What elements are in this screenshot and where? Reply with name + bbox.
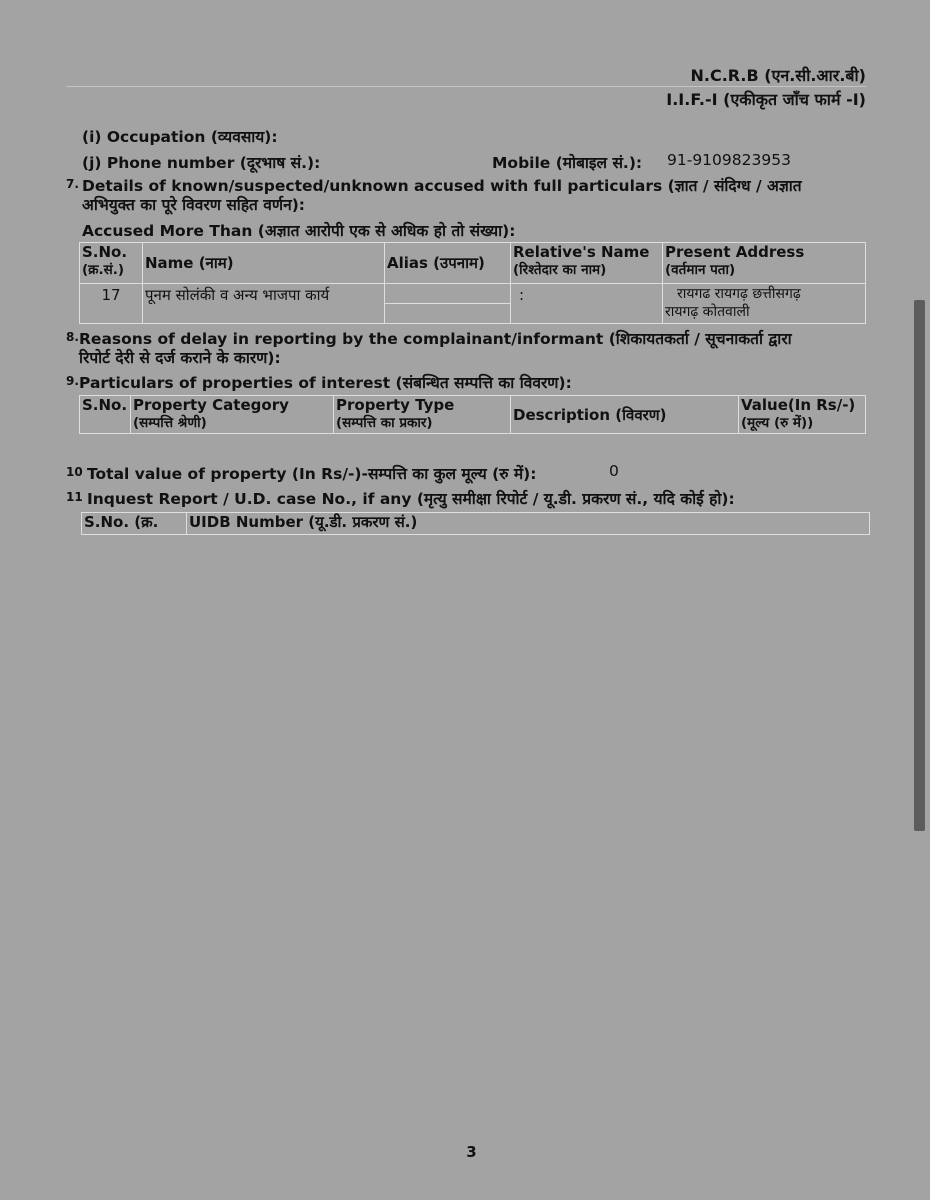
accused-row-alias: [385, 284, 511, 324]
section8-number: 8.: [66, 330, 79, 344]
inquest-table-header-row: [82, 513, 870, 535]
phone-label: (j) Phone number (दूरभाष सं.):: [82, 154, 321, 172]
accused-header-sno-text: S.No.: [82, 243, 128, 261]
properties-header-value-text: Value(In Rs/-): [741, 396, 856, 414]
total-value: 0: [609, 462, 619, 480]
properties-header-category-text: Property Category: [133, 396, 289, 414]
header-divider: [66, 86, 866, 87]
properties-header-value-sub: (मूल्य (रु में)): [741, 415, 814, 431]
inquest-header-sno: S.No. (क्र.: [82, 513, 187, 535]
occupation-label: (i) Occupation (व्यवसाय):: [82, 128, 278, 146]
header-form-title: I.I.F.-I (एकीकृत जाँच फार्म -I): [666, 90, 866, 109]
properties-header-value: [739, 396, 866, 434]
accused-table-header-row: [80, 243, 866, 284]
section10-number: 10: [66, 465, 83, 479]
properties-header-sno: S.No.: [80, 396, 131, 434]
accused-header-alias: Alias (उपनाम): [385, 243, 511, 284]
properties-header-type: [334, 396, 511, 434]
section10-label: Total value of property (In Rs/-)-सम्पत्ति का कुल मूल्य (रु में):: [87, 465, 537, 483]
properties-header-category-sub: (सम्पत्ति श्रेणी): [133, 415, 207, 431]
accused-header-relative: [511, 243, 663, 284]
accused-row-address: [663, 284, 866, 324]
accused-header-address-text: Present Address: [665, 243, 805, 261]
header-ncrb: N.C.R.B (एन.सी.आर.बी): [690, 66, 866, 85]
section11-number: 11: [66, 490, 83, 504]
section7-number: 7.: [66, 177, 79, 191]
properties-table: [79, 395, 866, 434]
accused-row-relative: :: [511, 284, 663, 324]
properties-table-header-row: [80, 396, 866, 434]
accused-header-sno-sub: (क्र.सं.): [82, 262, 125, 278]
properties-header-type-sub: (सम्पत्ति का प्रकार): [336, 415, 433, 431]
accused-more-than-label: Accused More Than (अज्ञात आरोपी एक से अधिक हो तो संख्या):: [82, 222, 516, 240]
section8-line2: रिपोर्ट देरी से दर्ज कराने के कारण):: [79, 349, 281, 367]
accused-table: [79, 242, 866, 324]
mobile-label: Mobile (मोबाइल सं.):: [492, 154, 643, 172]
accused-row-sno: 17: [80, 284, 143, 324]
inquest-table: [81, 512, 870, 535]
accused-header-relative-sub: (रिश्तेदार का नाम): [513, 262, 607, 278]
alias-cell-upper: [385, 284, 510, 304]
section8-line1: Reasons of delay in reporting by the complainant/informant (शिकायतकर्ता / सूचनाकर्ता द्वारा: [79, 330, 792, 348]
accused-header-address: [663, 243, 866, 284]
section9-title: Particulars of properties of interest (संबन्धित सम्पत्ति का विवरण):: [79, 374, 572, 392]
accused-header-name: Name (नाम): [143, 243, 385, 284]
accused-header-address-sub: (वर्तमान पता): [665, 262, 736, 278]
alias-row-value: [385, 304, 510, 323]
section7-title-line1: Details of known/suspected/unknown accused with full particulars (ज्ञात / संदिग्ध / अज्ञात: [82, 177, 802, 195]
accused-address-line2: रायगढ़ कोतवाली: [665, 304, 750, 320]
accused-header-sno: [80, 243, 143, 284]
accused-header-relative-text: Relative's Name: [513, 243, 650, 261]
properties-header-description: Description (विवरण): [511, 396, 739, 434]
section9-number: 9.: [66, 374, 79, 388]
vertical-scrollbar[interactable]: [914, 300, 925, 831]
section7-title-line2: अभियुक्त का पूरे विवरण सहित वर्णन):: [82, 196, 305, 214]
properties-header-category: [131, 396, 334, 434]
inquest-header-uidb: UIDB Number (यू.डी. प्रकरण सं.): [187, 513, 870, 535]
properties-header-type-text: Property Type: [336, 396, 455, 414]
mobile-value: 91-9109823953: [667, 151, 791, 169]
section11-label: Inquest Report / U.D. case No., if any (मृत्यु समीक्षा रिपोर्ट / यू.डी. प्रकरण सं., यदि कोई हो):: [87, 490, 735, 508]
page-number: 3: [466, 1143, 477, 1161]
accused-address-line1: रायगढ रायगढ़ छत्तीसगढ़: [677, 286, 801, 302]
table-row: [80, 284, 866, 324]
accused-row-name: पूनम सोलंकी व अन्य भाजपा कार्य: [143, 284, 385, 324]
